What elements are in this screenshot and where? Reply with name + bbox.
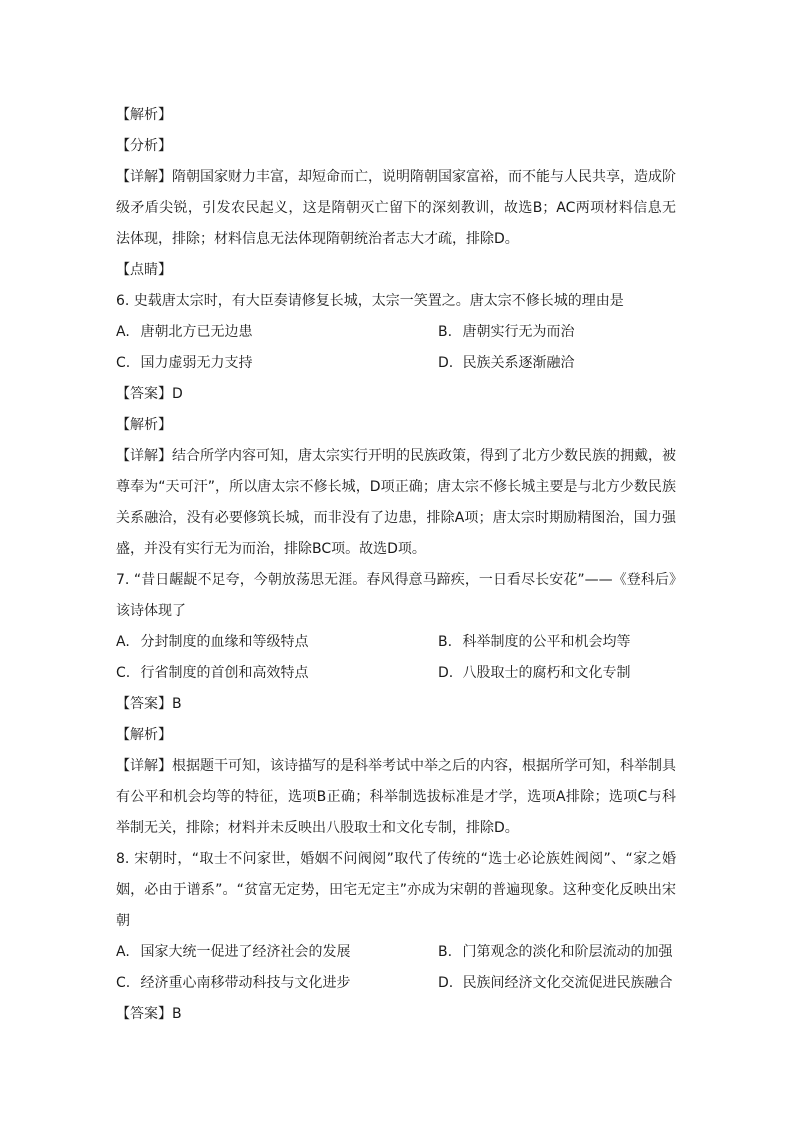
option-text: 唐朝实行无为而治 (462, 324, 575, 340)
option-letter: C. (116, 665, 131, 681)
option-b (438, 627, 676, 658)
analysis-heading: 【解析】 (116, 107, 172, 123)
option-text: 科举制度的公平和机会均等 (462, 634, 631, 650)
option-d (438, 658, 676, 689)
option-letter: D. (438, 975, 454, 991)
option-letter: B. (438, 324, 453, 340)
option-a (116, 937, 438, 968)
option-letter: A. (116, 944, 130, 960)
question-8 (116, 844, 676, 1030)
option-letter: A. (116, 324, 130, 340)
remark-heading: 【点睛】 (116, 262, 172, 278)
question-6 (116, 286, 676, 565)
option-grid (116, 317, 676, 379)
document-page (116, 100, 676, 1030)
option-d (438, 968, 676, 999)
answer-line: 【答案】B (116, 696, 182, 712)
option-letter: B. (438, 634, 453, 650)
option-c (116, 348, 438, 379)
option-letter: D. (438, 665, 454, 681)
option-a (116, 627, 438, 658)
question-stem: 7. “昔日龌龊不足夸，今朝放荡思无涯。春风得意马蹄疾，一日看尽长安花”——《登科后》该诗体现了 (116, 572, 676, 619)
option-grid (116, 937, 676, 999)
question-stem: 6. 史载唐太宗时，有大臣奏请修复长城，太宗一笑置之。唐太宗不修长城的理由是 (116, 293, 624, 309)
option-d (438, 348, 676, 379)
detail-text: 【详解】结合所学内容可知，唐太宗实行开明的民族政策，得到了北方少数民族的拥戴，被尊奉为“天可汗”，所以唐太宗不修长城，D项正确；唐太宗不修长城主要是与北方少数民族关系融洽，没有必要修筑长城，而非没有了边患，排除A项；唐太宗时期励精图治，国力强盛，并没有实行无为而治，排除BC项。故选D项。 (116, 448, 676, 557)
question-stem: 8. 宋朝时，“取士不问家世，婚姻不问阀阅”取代了传统的“选士必论族姓阀阅”、“家之婚姻，必由于谱系”。“贫富无定势，田宅无定主”亦成为宋朝的普遍现象。这种变化反映出宋朝 (116, 851, 676, 929)
option-c (116, 968, 438, 999)
option-text: 国家大统一促进了经济社会的发展 (140, 944, 351, 960)
analysis-heading: 【解析】 (116, 727, 172, 743)
option-letter: B. (438, 944, 453, 960)
option-letter: C. (116, 355, 131, 371)
option-letter: A. (116, 634, 130, 650)
analysis-subheading: 【分析】 (116, 138, 172, 154)
option-text: 八股取士的腐朽和文化专制 (462, 665, 631, 681)
option-text: 行省制度的首创和高效特点 (140, 665, 309, 681)
option-letter: D. (438, 355, 454, 371)
option-text: 唐朝北方已无边患 (140, 324, 253, 340)
answer-line: 【答案】B (116, 1006, 182, 1022)
option-letter: C. (116, 975, 131, 991)
q5-detail: 【详解】隋朝国家财力丰富，却短命而亡，说明隋朝国家富裕，而不能与人民共享，造成阶级矛盾尖锐，引发农民起义，这是隋朝灭亡留下的深刻教训，故选B；AC两项材料信息无法体现，排除；材料信息无法体现隋朝统治者志大才疏，排除D。 (116, 169, 676, 247)
option-grid (116, 627, 676, 689)
analysis-heading: 【解析】 (116, 417, 172, 433)
detail-text: 【详解】根据题干可知，该诗描写的是科举考试中举之后的内容，根据所学可知，科举制具有公平和机会均等的特征，选项B正确；科举制选拔标准是才学，选项A排除；选项C与科举制无关，排除；材料并未反映出八股取士和文化专制，排除D。 (116, 758, 676, 836)
option-text: 民族关系逐渐融洽 (462, 355, 575, 371)
option-text: 民族间经济文化交流促进民族融合 (462, 975, 673, 991)
answer-line: 【答案】D (116, 386, 183, 402)
option-text: 门第观念的淡化和阶层流动的加强 (462, 944, 673, 960)
option-a (116, 317, 438, 348)
option-b (438, 317, 676, 348)
option-b (438, 937, 676, 968)
question-7 (116, 565, 676, 844)
option-text: 分封制度的血缘和等级特点 (140, 634, 309, 650)
option-text: 经济重心南移带动科技与文化进步 (140, 975, 351, 991)
option-text: 国力虚弱无力支持 (140, 355, 253, 371)
option-c (116, 658, 438, 689)
